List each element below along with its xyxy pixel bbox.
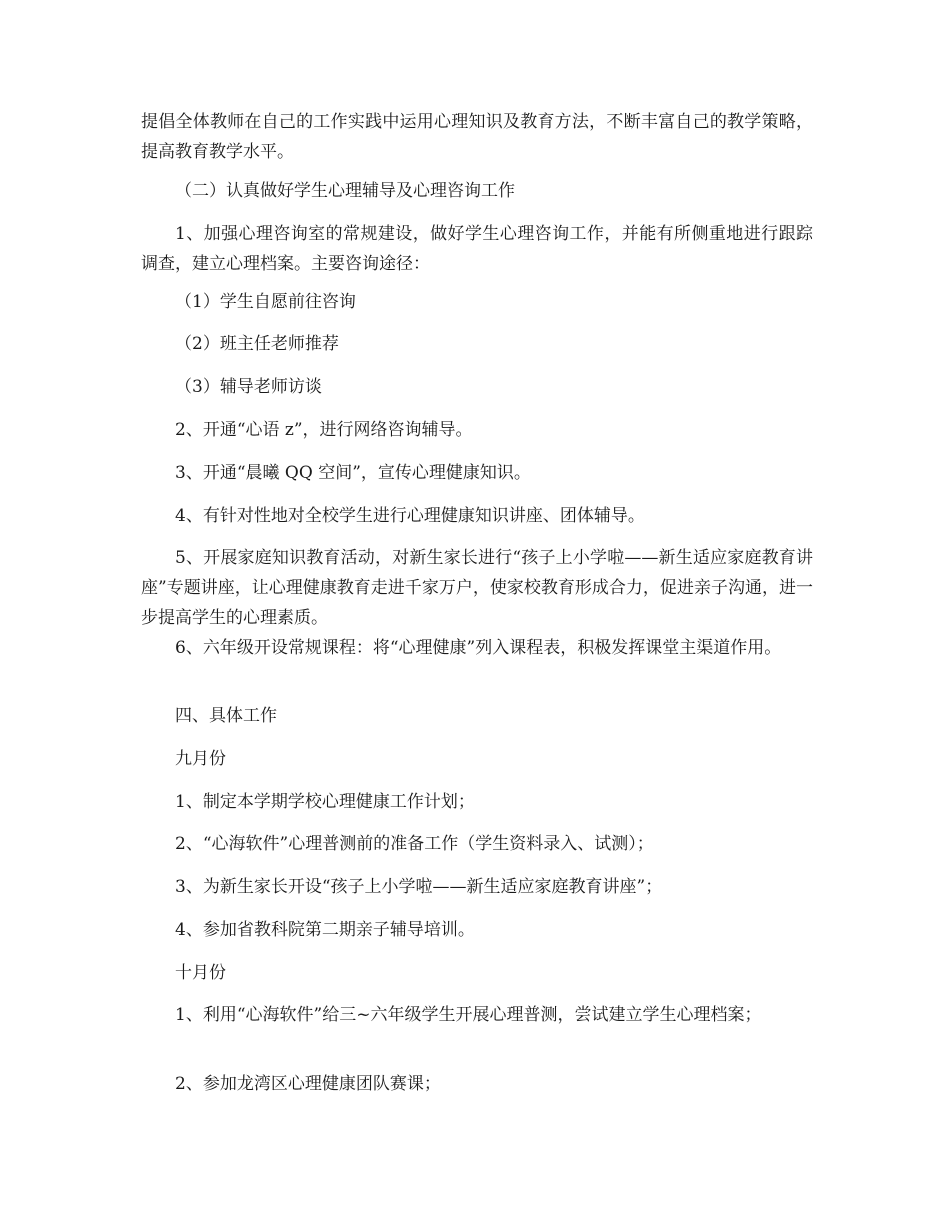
month-heading-october: 十月份: [175, 963, 226, 983]
list-item-qq-space: 3、开通“晨曦 QQ 空间”，宣传心理健康知识。: [175, 463, 531, 483]
section-heading-specific-work: 四、具体工作: [175, 706, 277, 726]
sub-item-voluntary: （1）学生自愿前往咨询: [175, 292, 356, 312]
list-item-lectures: 4、有针对性地对全校学生进行心理健康知识讲座、团体辅导。: [175, 506, 645, 526]
october-item-1: 1、利用“心海软件”给三~六年级学生开展心理普测，尝试建立学生心理档案；: [175, 1005, 762, 1025]
list-item-family-education: 5、开展家庭知识教育活动，对新生家长进行“孩子上小学啦——新生适应家庭教育讲座”专题讲座，让心理健康教育走进千家万户，使家校教育形成合力，促进亲子沟通，进一步提高学生的心理素质。: [141, 548, 813, 628]
list-item-counseling-room: 1、加强心理咨询室的常规建设，做好学生心理咨询工作，并能有所侧重地进行跟踪调查，建立心理档案。主要咨询途径：: [141, 224, 813, 274]
section-heading-counseling: （二）认真做好学生心理辅导及心理咨询工作: [175, 181, 515, 201]
sub-item-teacher-recommend: （2）班主任老师推荐: [175, 334, 339, 354]
october-item-2: 2、参加龙湾区心理健康团队赛课；: [175, 1074, 441, 1094]
september-item-3: 3、为新生家长开设“孩子上小学啦——新生适应家庭教育讲座”；: [175, 877, 663, 897]
september-item-1: 1、制定本学期学校心理健康工作计划；: [175, 792, 475, 812]
september-item-2: 2、“心海软件”心理普测前的准备工作（学生资料录入、试测）；: [175, 834, 654, 854]
paragraph-intro-continuation: 提倡全体教师在自己的工作实践中运用心理知识及教育方法，不断丰富自己的教学策略，提高教育教学水平。: [141, 112, 813, 162]
september-item-4: 4、参加省教科院第二期亲子辅导培训。: [175, 920, 475, 940]
list-item-grade6-course: 6、六年级开设常规课程：将“心理健康”列入课程表，积极发挥课堂主渠道作用。: [175, 638, 782, 658]
sub-item-interview: （3）辅导老师访谈: [175, 377, 322, 397]
list-item-online-counseling: 2、开通“心语 z”，进行网络咨询辅导。: [175, 420, 473, 440]
month-heading-september: 九月份: [175, 749, 226, 769]
